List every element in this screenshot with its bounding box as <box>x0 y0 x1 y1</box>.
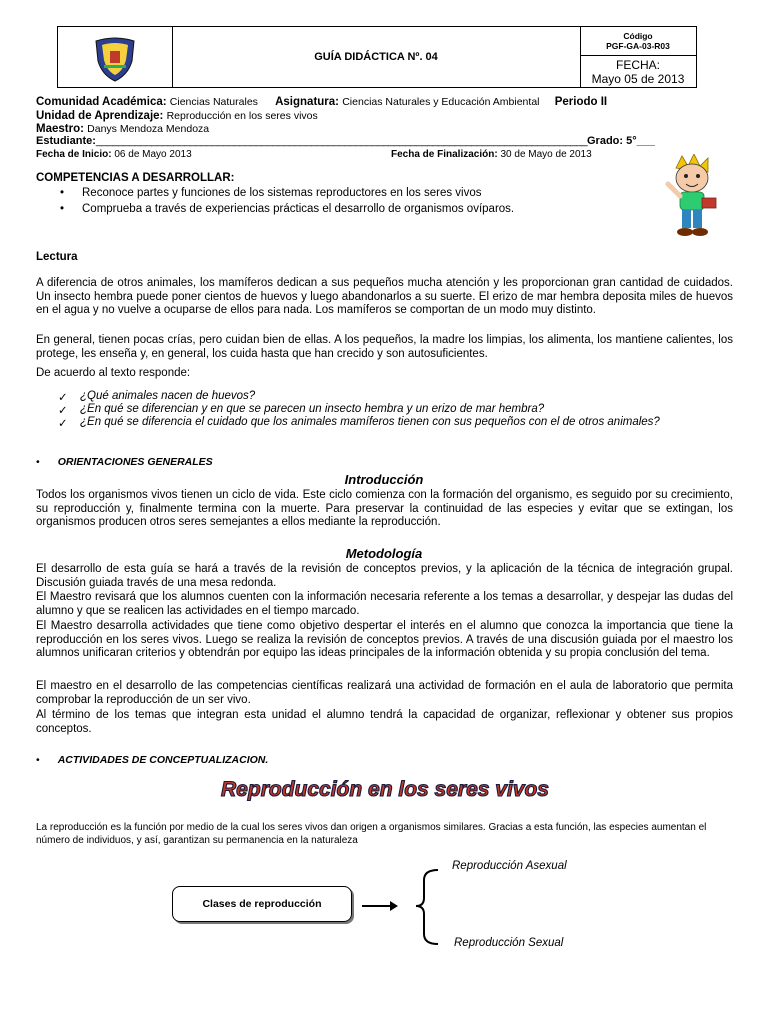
info-line-3 <box>36 123 209 135</box>
competencias-title: COMPETENCIAS A DESARROLLAR: <box>36 172 235 184</box>
arrow-right-icon <box>390 901 398 911</box>
lectura-title: Lectura <box>36 251 78 263</box>
info-line-1 <box>36 96 607 108</box>
start-value: 06 de Mayo 2013 <box>114 149 192 160</box>
actividades-text: La reproducción es la función por medio de la cual los seres vivos dan origen a organismos similares. Gracias a esta función, las especies aumentan el número de individuos, y así, garantizan su permanencia en la naturaleza <box>36 822 707 846</box>
subject-value: Ciencias Naturales y Educación Ambiental <box>342 96 540 108</box>
unit-label: Unidad de Aprendizaje: <box>36 110 164 122</box>
code-label: Código <box>623 31 653 41</box>
intro-text: Todos los organismos vivos tienen un ciclo de vida. Este ciclo comienza con la formación del organismo, es seguido por su crecimiento, su reproducción y, finalmente termina con la muerte. Para preservar la continuidad de las especies y evitar que se extingan, los organismos producen otros seres semejantes a ellos mediante la reproducción. <box>36 489 733 528</box>
lectura-prompt: De acuerdo al texto responde: <box>36 367 191 379</box>
branch-connector <box>358 866 448 948</box>
info-line-2 <box>36 110 318 122</box>
period: Periodo II <box>554 96 608 108</box>
orientaciones-heading: • ORIENTACIONES GENERALES <box>36 456 213 468</box>
date-label: FECHA: <box>615 58 660 72</box>
question-3: ✓ ¿En qué se diferencia el cuidado que los animales mamíferos tienen con sus pequeños con el de otros animales? <box>58 416 660 430</box>
box-label: Clases de reproducción <box>202 898 322 910</box>
banner-title <box>180 768 590 808</box>
lectura-paragraph-2: En general, tienen pocas crías, pero cuidan bien de ellas. A los pequeños, la madre los limpias, los alimenta, los mantiene calientes, los protege, les enseña y, en general, los cuida hasta que han crecido y son autosuficientes. <box>36 334 733 360</box>
method-paragraph-1: El desarrollo de esta guía se hará a través de la revisión de conceptos previos, y la aplicación de la técnica de integración grupal. Discusión guiada través de una mesa redonda. <box>36 563 733 589</box>
school-shield-icon <box>58 27 172 87</box>
reproduction-types-box <box>172 886 352 922</box>
code-value: PGF-GA-03-R03 <box>606 41 670 51</box>
branch-asexual: Reproducción Asexual <box>452 860 567 872</box>
competencia-item-2: • Comprueba a través de experiencias prácticas el desarrollo de organismos ovíparos. <box>60 203 515 215</box>
teacher-value: Danys Mendoza Mendoza <box>87 123 210 135</box>
code-date-cell <box>580 27 696 87</box>
student-blank: _________________________________________________________________________________________ <box>95 135 587 147</box>
method-paragraph-3: El Maestro desarrolla actividades que tiene como objetivo despertar el interés en el alumno que conozca la importancia que tiene la reproducción en los seres vivos. Luego se realiza la revisión de conceptos previos. A través de una discusión guiada por el maestro los alumnos unificaran criterios y obtendrán por equipo las ideas principales de la información obtenida y su propia conclusión del tema. <box>36 620 733 659</box>
end-value: 30 de Mayo de 2013 <box>500 149 592 160</box>
end-label: Fecha de Finalización: <box>391 149 498 160</box>
date-value: Mayo 05 de 2013 <box>591 72 685 86</box>
lectura-paragraph-1: A diferencia de otros animales, los mamíferos dedican a sus pequeños mucha atención y les proporcionan gran cantidad de cuidados. Un insecto hembra puede poner cientos de huevos y luego abandonarlos a su suerte. El erizo de mar hembra deposita miles de huevos en el agua y no vuelve a ocuparse de ellos para nada. Los mamíferos se comportan de un modo muy distinto. <box>36 277 733 316</box>
subject-label: Asignatura: <box>275 96 340 108</box>
teacher-label: Maestro: <box>36 123 84 135</box>
header-table <box>57 26 697 88</box>
community-value: Ciencias Naturales <box>169 96 258 108</box>
start-label: Fecha de Inicio: <box>36 149 112 160</box>
question-2: ✓ ¿En qué se diferencian y en que se parecen un insecto hembra y un erizo de mar hembra? <box>58 403 545 417</box>
method-paragraph-2: El Maestro revisará que los alumnos cuenten con la información necesaria referente a los temas a desarrollar, y despejar las dudas del alumno y que se realicen las actividades en el tiempo marcado. <box>36 591 733 617</box>
logo-cell <box>58 27 173 87</box>
method-paragraph-4: El maestro en el desarrollo de las competencias científicas realizará una actividad de formación en el aula de laboratorio que permita comprobar la reproducción de un ser vivo. <box>36 680 733 706</box>
info-line-4 <box>36 135 655 147</box>
actividades-heading: • ACTIVIDADES DE CONCEPTUALIZACION. <box>36 754 269 766</box>
info-line-5 <box>36 149 192 160</box>
branch-sexual: Reproducción Sexual <box>454 937 564 949</box>
code-box <box>580 27 696 56</box>
community-label: Comunidad Académica: <box>36 96 167 108</box>
info-line-5b <box>391 149 592 160</box>
date-box <box>580 56 696 86</box>
student-label: Estudiante: <box>36 135 96 147</box>
banner-text: Reproducción en los seres vivos <box>221 778 549 801</box>
unit-value: Reproducción en los seres vivos <box>166 110 318 122</box>
method-title: Metodología <box>345 546 423 561</box>
grade-label: Grado: 5°___ <box>586 135 655 147</box>
method-paragraph-5: Al término de los temas que integran esta unidad el alumno tendrá la capacidad de organizar, reflexionar y obtener sus propios conceptos. <box>36 709 733 735</box>
guide-title: GUÍA DIDÁCTICA Nº. 04 <box>172 27 581 87</box>
cartoon-boy-icon <box>660 154 724 240</box>
question-1: ✓ ¿Qué animales nacen de huevos? <box>58 390 256 404</box>
brace-icon <box>416 870 438 944</box>
competencia-item-1: • Reconoce partes y funciones de los sistemas reproductores en los seres vivos <box>60 187 482 199</box>
intro-title: Introducción <box>344 472 424 487</box>
